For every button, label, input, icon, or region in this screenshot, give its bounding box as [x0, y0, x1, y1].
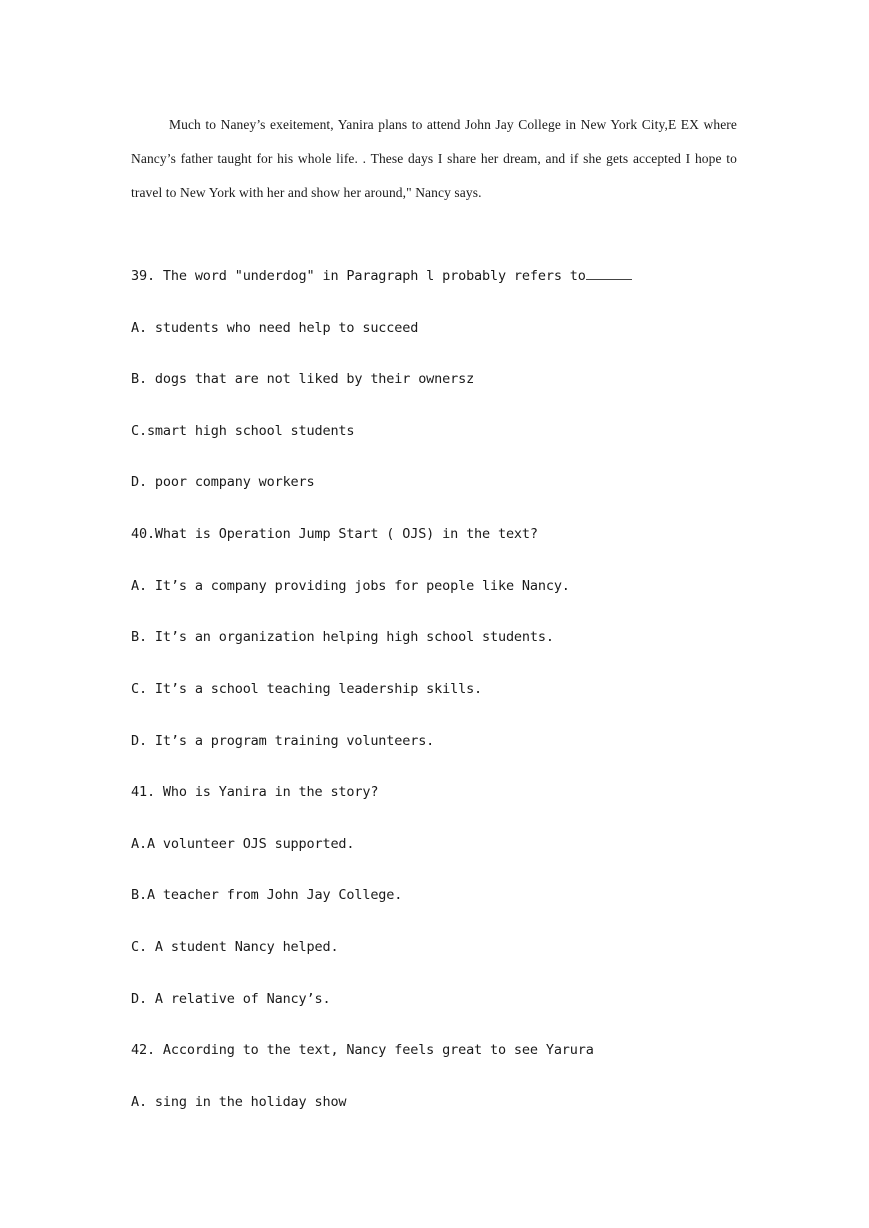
question-42-option-a: A. sing in the holiday show	[131, 1094, 347, 1110]
question-40-option-b: B. It’s an organization helping high school students.	[131, 629, 554, 645]
passage-text: Much to Naney’s exeitement, Yanira plans to attend John Jay College in New York City,E EX where Nancy’s father taught for his whole life. . These days I share her dream, and if she gets accepted I hope to travel to New York with her and show her around," Nancy says.	[131, 117, 737, 200]
question-39-option-c: C.smart high school students	[131, 423, 355, 439]
question-41-option-d: D. A relative of Nancy’s.	[131, 991, 331, 1007]
question-40-option-d: D. It’s a program training volunteers.	[131, 733, 435, 749]
question-39-option-b: B. dogs that are not liked by their ownersz	[131, 371, 475, 387]
answer-blank	[586, 266, 632, 280]
question-41-option-a: A.A volunteer OJS supported.	[131, 836, 355, 852]
question-41-option-c: C. A student Nancy helped.	[131, 939, 339, 955]
question-40-option-a: A. It’s a company providing jobs for people like Nancy.	[131, 578, 570, 594]
question-41-option-b: B.A teacher from John Jay College.	[131, 887, 403, 903]
question-40-option-c: C. It’s a school teaching leadership skills.	[131, 681, 483, 697]
question-41-stem: 41. Who is Yanira in the story?	[131, 784, 379, 800]
question-39-option-d: D. poor company workers	[131, 474, 315, 490]
question-39-option-a: A. students who need help to succeed	[131, 320, 419, 336]
question-40-stem: 40.What is Operation Jump Start ( OJS) in the text?	[131, 526, 538, 542]
passage-paragraph	[131, 108, 737, 210]
question-39-stem: 39. The word "underdog" in Paragraph l probably refers to	[131, 266, 632, 286]
question-42-stem: 42. According to the text, Nancy feels great to see Yarura	[131, 1042, 594, 1058]
